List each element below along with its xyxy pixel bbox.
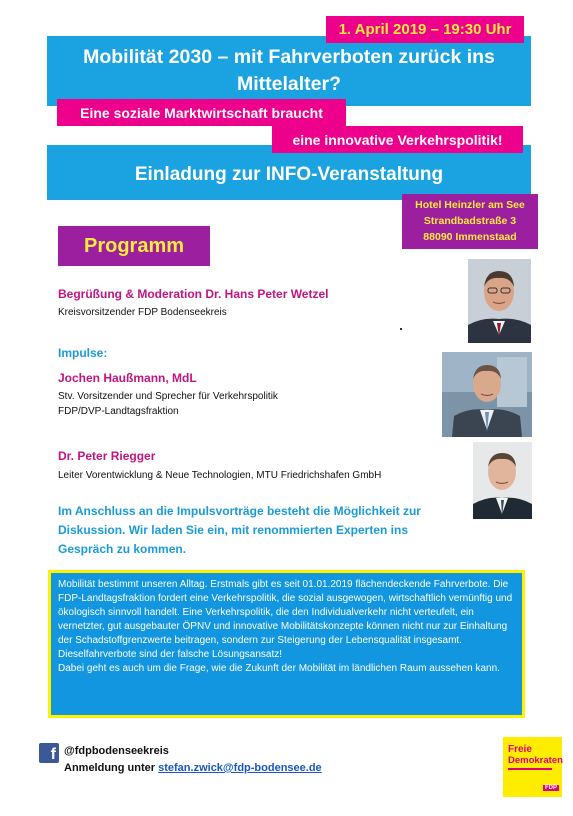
speaker1-role-line1: Stv. Vorsitzender und Sprecher für Verkehrspolitik [58, 391, 278, 402]
speaker2-name: Dr. Peter Riegger [58, 449, 156, 463]
discussion-note [58, 502, 428, 559]
event-date: 1. April 2019 – 19:30 Uhr [326, 16, 524, 43]
venue-box [402, 194, 538, 249]
logo-line2: Demokraten [508, 755, 563, 766]
logo-bar [508, 768, 552, 770]
registration-email-link[interactable]: stefan.zwick@fdp-bodensee.de [158, 762, 322, 774]
welcome-name: Begrüßung & Moderation Dr. Hans Peter Wetzel [58, 287, 329, 301]
logo-line1: Freie [508, 744, 532, 755]
welcome-section [58, 287, 328, 320]
logo-fdp-badge: FDP [545, 785, 557, 791]
subtitle-line1: Eine soziale Marktwirtschaft braucht [57, 99, 346, 126]
registration-line [64, 762, 322, 774]
invitation-banner: Einladung zur INFO-Veranstaltung [47, 145, 531, 200]
subtitle-line2: eine innovative Verkehrspolitik! [272, 126, 523, 153]
discussion-note-line2: Diskussion. Wir laden Sie ein, mit renommierten Experten ins [58, 523, 408, 537]
photo-jochen-haussmann [442, 352, 532, 437]
info-box [48, 570, 525, 718]
discussion-note-line1: Im Anschluss an die Impulsvorträge besteht die Möglichkeit zur [58, 504, 421, 518]
event-title [47, 36, 531, 106]
stray-dot [400, 328, 402, 330]
photo-peter-riegger [473, 442, 532, 519]
event-title-line2: Mittelalter? [236, 73, 341, 95]
discussion-note-line3: Gespräch zu kommen. [58, 542, 187, 556]
info-paragraph-2: Dabei geht es auch um die Frage, wie die Zukunft der Mobilität im ländlichen Raum aussehen kann. [58, 663, 500, 674]
venue-city: 88090 Immenstaad [423, 231, 517, 243]
info-paragraph: Mobilität bestimmt unseren Alltag. Erstmals gibt es seit 01.01.2019 flächendeckende Fahrverbote. Die FDP-Landtagsfraktion fordert eine Verkehrspolitik, die sozial ausgewogen, wirtschaftlich vernünftig und ökologisch sinnvoll handelt. Eine Verkehrspolitik, die den Individualverkehr nicht verteufelt, ein vernetzter, gut ausgebauter ÖPNV und innovative Mobilitätskonzepte können nicht nur zur Einhaltung der Schadstoffgrenzwerte beitragen, sondern zur Steigerung der Lebensqualität insgesamt. Dieselfahrverbote sind der falsche Lösungsansatz! [58, 579, 513, 660]
speaker1-name: Jochen Haußmann, MdL [58, 371, 197, 385]
social-handle: @fdpbodenseekreis [64, 745, 169, 757]
speaker1-role-line2: FDP/DVP-Landtagsfraktion [58, 406, 179, 417]
speaker1-section [58, 371, 278, 419]
photo-hans-peter-wetzel [468, 259, 531, 343]
fdp-logo [503, 737, 562, 797]
venue-street: Strandbadstraße 3 [423, 215, 517, 227]
speaker2-role: Leiter Vorentwicklung & Neue Technologien, MTU Friedrichshafen GmbH [58, 470, 382, 481]
venue-name: Hotel Heinzler am See [415, 199, 525, 211]
speaker2-section [58, 449, 381, 483]
impulses-label: Impulse: [58, 346, 108, 360]
event-title-line1: Mobilität 2030 – mit Fahrverboten zurück ins [83, 46, 495, 68]
registration-prefix: Anmeldung unter [64, 762, 156, 774]
welcome-role: Kreisvorsitzender FDP Bodenseekreis [58, 307, 227, 318]
program-heading: Programm [58, 226, 210, 266]
facebook-icon[interactable]: f [39, 743, 59, 763]
